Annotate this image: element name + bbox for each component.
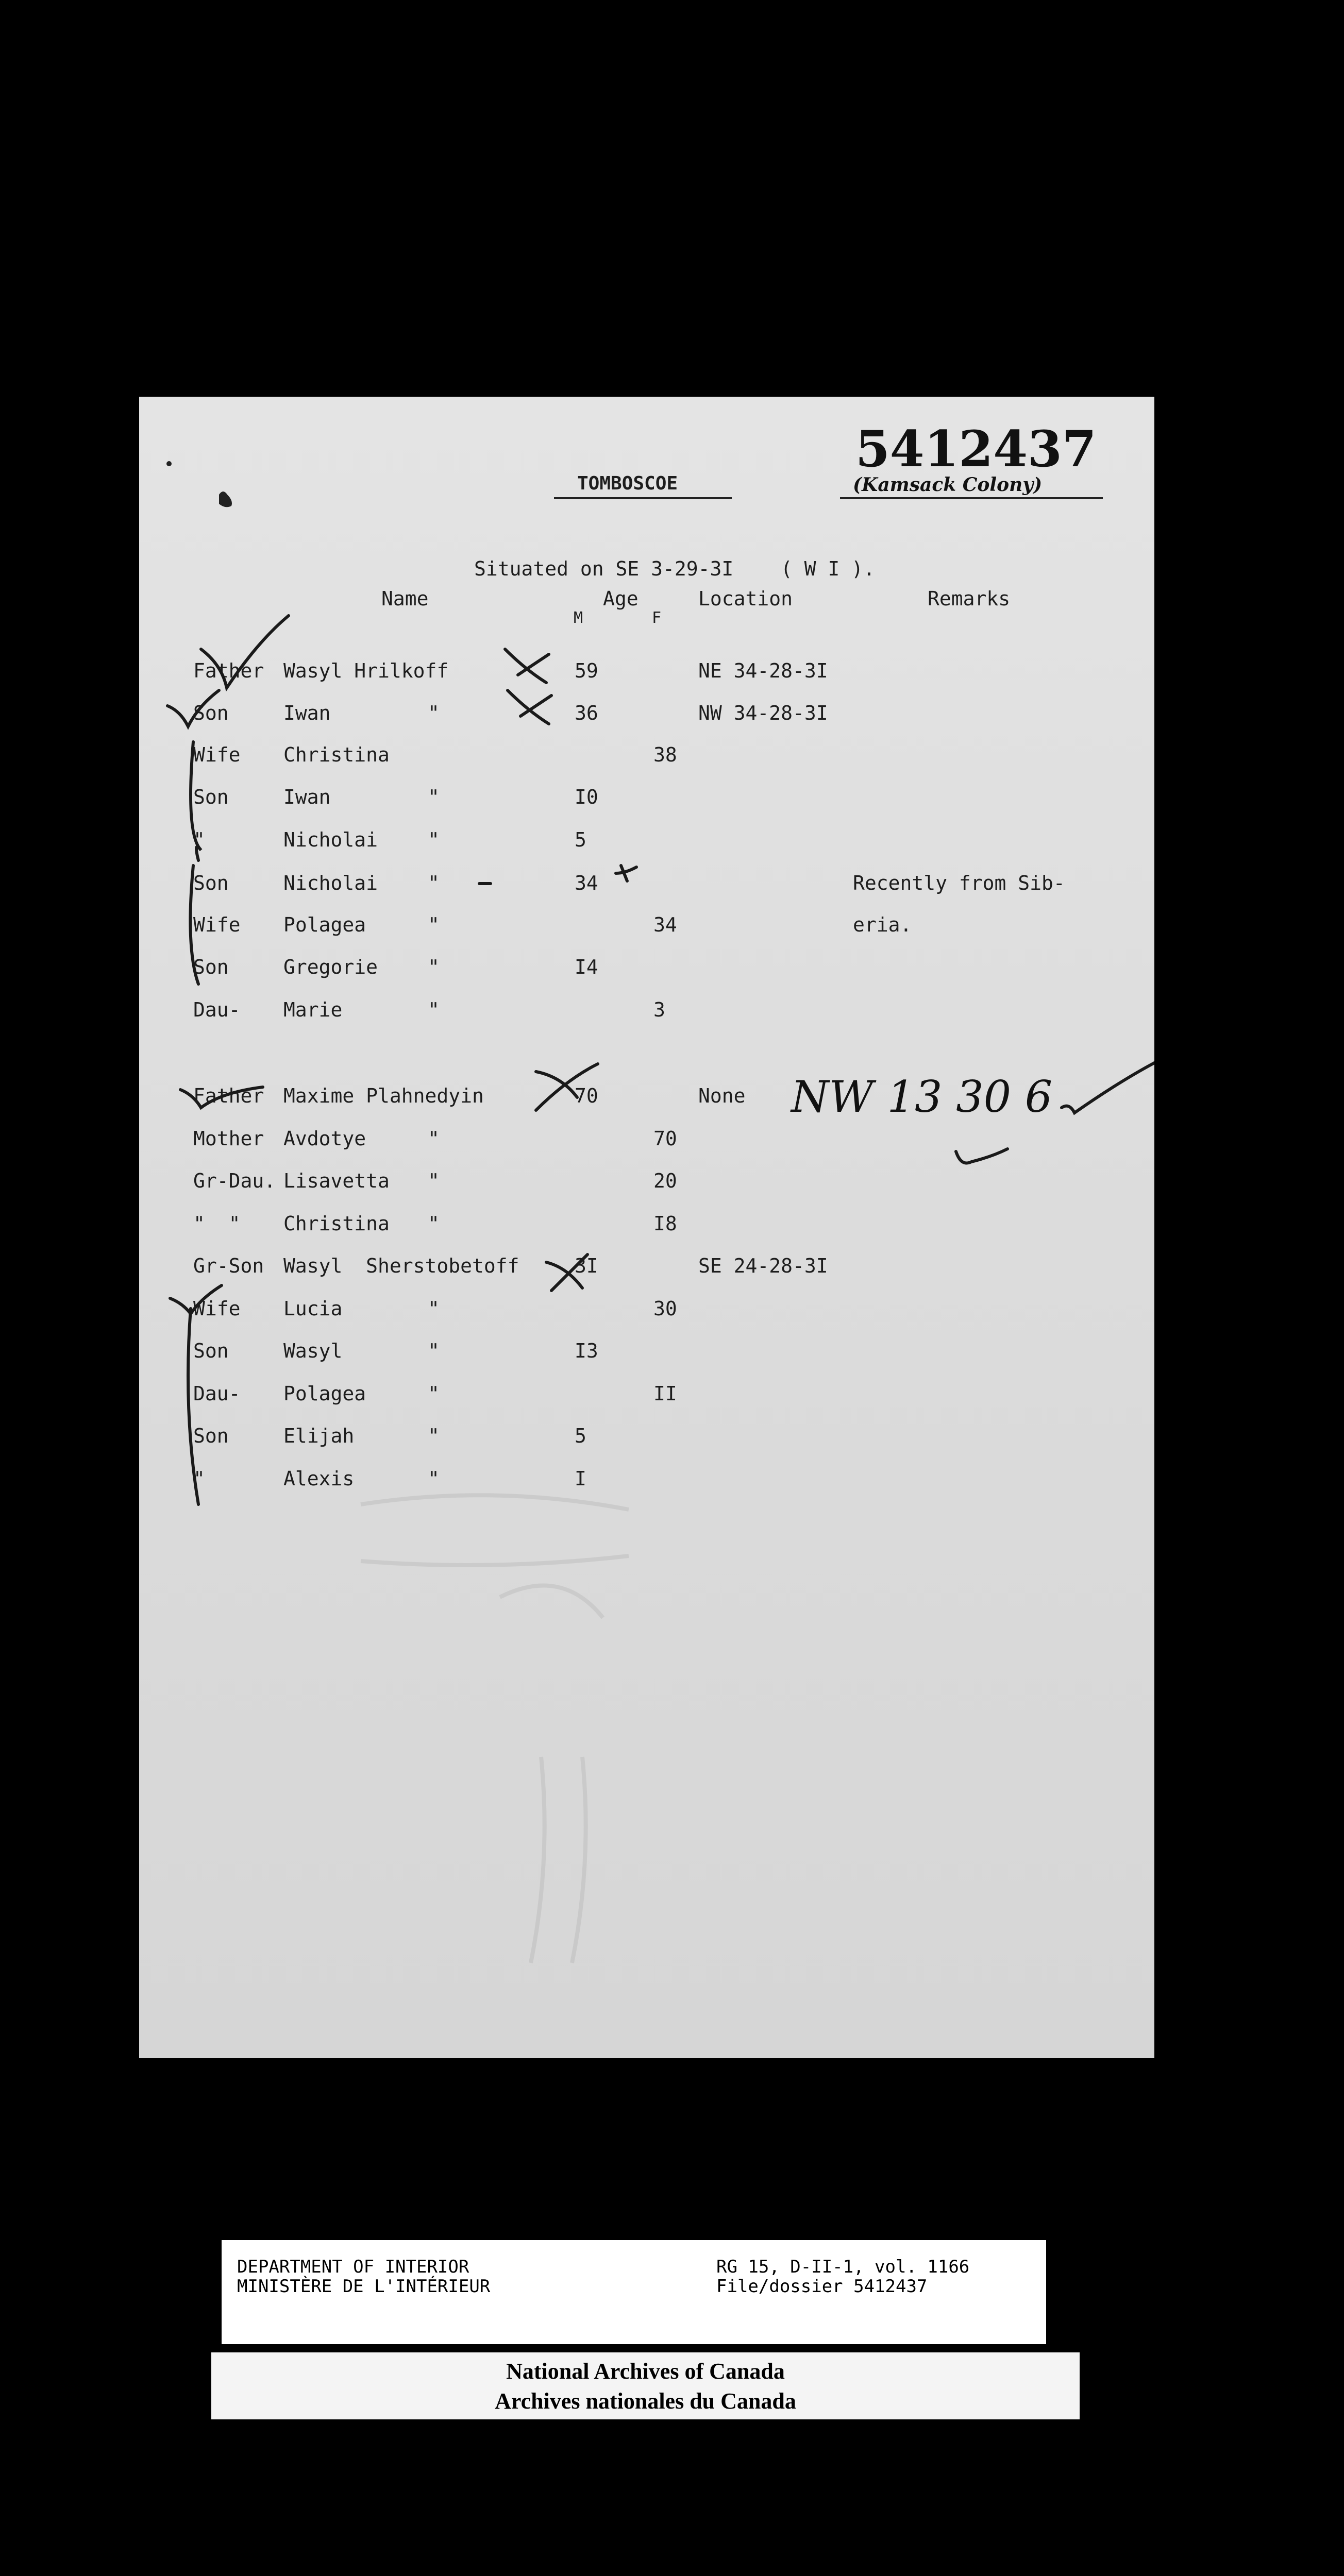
- cell-remarks: Recently from Sib-: [853, 872, 1065, 894]
- cell-f: II: [653, 1382, 677, 1405]
- cell-ditto: ": [428, 998, 440, 1021]
- cell-ditto: ": [428, 913, 440, 936]
- cell-name: Elijah: [283, 1425, 355, 1447]
- cell-location: SE 24-28-3I: [698, 1255, 828, 1277]
- archives-french: Archives nationales du Canada: [495, 2388, 796, 2414]
- cell-name: Gregorie: [283, 956, 378, 978]
- cell-m: 5: [575, 828, 586, 851]
- cell-relation: Wife: [193, 743, 241, 766]
- cell-m: 59: [575, 659, 598, 682]
- cross-mark-icon: [616, 866, 636, 881]
- cell-relation: Son: [193, 786, 229, 808]
- cell-f: 38: [653, 743, 677, 766]
- cell-f: I8: [653, 1212, 677, 1235]
- cell-name: Maxime Plahnedyin: [283, 1084, 484, 1107]
- cell-m: I0: [575, 786, 598, 808]
- bracket-mark: [188, 1309, 198, 1504]
- cell-m: 3I: [575, 1255, 598, 1277]
- cell-name: Lucia: [283, 1297, 343, 1320]
- check-mark-icon: [956, 1149, 1007, 1163]
- cross-mark-icon: [508, 690, 551, 724]
- document-title: TOMBOSCOE: [577, 473, 678, 494]
- cell-ditto: ": [428, 1340, 440, 1362]
- cell-m: 5: [575, 1425, 586, 1447]
- bracket-mark: [191, 742, 201, 860]
- cell-ditto: ": [428, 956, 440, 978]
- cell-ditto: ": [428, 1212, 440, 1235]
- record-reference: RG 15, D-II-1, vol. 1166: [716, 2257, 970, 2277]
- header-female: F: [652, 609, 662, 627]
- header-remarks: Remarks: [928, 587, 1011, 610]
- cell-m: I3: [575, 1340, 598, 1362]
- header-male: M: [574, 609, 583, 627]
- archive-label-bottom: [211, 2352, 1080, 2419]
- cell-relation: " ": [193, 1212, 241, 1235]
- cell-relation: ": [193, 1467, 205, 1490]
- cell-m: 70: [575, 1084, 598, 1107]
- cell-relation: Mother: [193, 1127, 264, 1150]
- cell-name: Christina: [283, 1212, 390, 1235]
- cell-ditto: ": [428, 1425, 440, 1447]
- cell-name: Polagea: [283, 1382, 366, 1405]
- cell-m: I: [575, 1467, 586, 1490]
- cell-relation: Gr-Dau.: [193, 1170, 276, 1192]
- cell-f: 20: [653, 1170, 677, 1192]
- check-mark-icon: [180, 1087, 263, 1108]
- cell-ditto: ": [428, 786, 440, 808]
- cell-relation: Son: [193, 956, 229, 978]
- cell-remarks: eria.: [853, 913, 912, 936]
- cell-location: None: [698, 1084, 746, 1107]
- cell-relation: Dau-: [193, 1382, 241, 1405]
- cell-name: Wasyl Hrilkoff: [283, 659, 449, 682]
- cell-f: 70: [653, 1127, 677, 1150]
- cross-mark-icon: [536, 1064, 598, 1110]
- cell-m: 36: [575, 702, 598, 724]
- cell-ditto: ": [428, 1382, 440, 1405]
- colony-label: (Kamsack Colony): [853, 474, 1043, 496]
- check-marks: [139, 397, 1154, 2058]
- cross-mark-icon: [505, 649, 549, 683]
- cell-relation: ": [193, 828, 205, 851]
- file-number: 5412437: [855, 420, 1097, 478]
- cell-name: Alexis: [283, 1467, 355, 1490]
- check-mark-icon: [201, 616, 289, 688]
- bracket-mark: [190, 866, 198, 984]
- header-name: Name: [381, 587, 429, 610]
- header-age: Age: [603, 587, 639, 610]
- situated-line: Situated on SE 3-29-3I ( W I ).: [474, 557, 875, 580]
- cell-ditto: ": [428, 1297, 440, 1320]
- header-location: Location: [698, 587, 793, 610]
- cell-ditto: ": [428, 1127, 440, 1150]
- cell-relation: Wife: [193, 913, 241, 936]
- cell-ditto: ": [428, 702, 440, 724]
- cell-name: Avdotye: [283, 1127, 366, 1150]
- cell-name: Christina: [283, 743, 390, 766]
- cross-mark-icon: [546, 1255, 587, 1291]
- cell-name: Wasyl: [283, 1340, 343, 1362]
- cell-name: Polagea: [283, 913, 366, 936]
- archives-english: National Archives of Canada: [506, 2359, 785, 2384]
- cell-m: 34: [575, 872, 598, 894]
- cell-relation: Father: [193, 659, 264, 682]
- check-mark-icon: [1062, 1056, 1154, 1113]
- cell-f: 30: [653, 1297, 677, 1320]
- document-page: [139, 397, 1154, 2058]
- dept-french: MINISTÈRE DE L'INTÉRIEUR: [237, 2276, 491, 2297]
- cell-ditto: ": [428, 1170, 440, 1192]
- cell-name: Marie: [283, 998, 343, 1021]
- cell-m: I4: [575, 956, 598, 978]
- cell-ditto: ": [428, 872, 440, 894]
- check-mark-icon: [170, 1285, 222, 1314]
- dept-english: DEPARTMENT OF INTERIOR: [237, 2257, 469, 2277]
- cell-relation: Dau-: [193, 998, 241, 1021]
- cell-name: Lisavetta: [283, 1170, 390, 1192]
- check-mark-icon: [167, 690, 219, 726]
- cell-relation: Son: [193, 1425, 229, 1447]
- archive-label-top: [222, 2240, 1046, 2344]
- cell-relation: Son: [193, 702, 229, 724]
- cell-f: 3: [653, 998, 665, 1021]
- cell-ditto: ": [428, 828, 440, 851]
- file-dossier: File/dossier 5412437: [716, 2276, 928, 2297]
- cell-relation: Son: [193, 872, 229, 894]
- cell-relation: Son: [193, 1340, 229, 1362]
- cell-name: Wasyl Sherstobetoff: [283, 1255, 519, 1277]
- cell-name: Iwan: [283, 702, 331, 724]
- cell-relation: Gr-Son: [193, 1255, 264, 1277]
- cell-ditto: ": [428, 1467, 440, 1490]
- cell-location: NE 34-28-3I: [698, 659, 828, 682]
- cell-relation: Wife: [193, 1297, 241, 1320]
- handwritten-location: NW 13 30 6: [791, 1072, 1053, 1122]
- cell-relation: Father: [193, 1084, 264, 1107]
- cell-f: 34: [653, 913, 677, 936]
- cell-name: Iwan: [283, 786, 331, 808]
- cell-name: Nicholai: [283, 872, 378, 894]
- cell-name: Nicholai: [283, 828, 378, 851]
- cell-location: NW 34-28-3I: [698, 702, 828, 724]
